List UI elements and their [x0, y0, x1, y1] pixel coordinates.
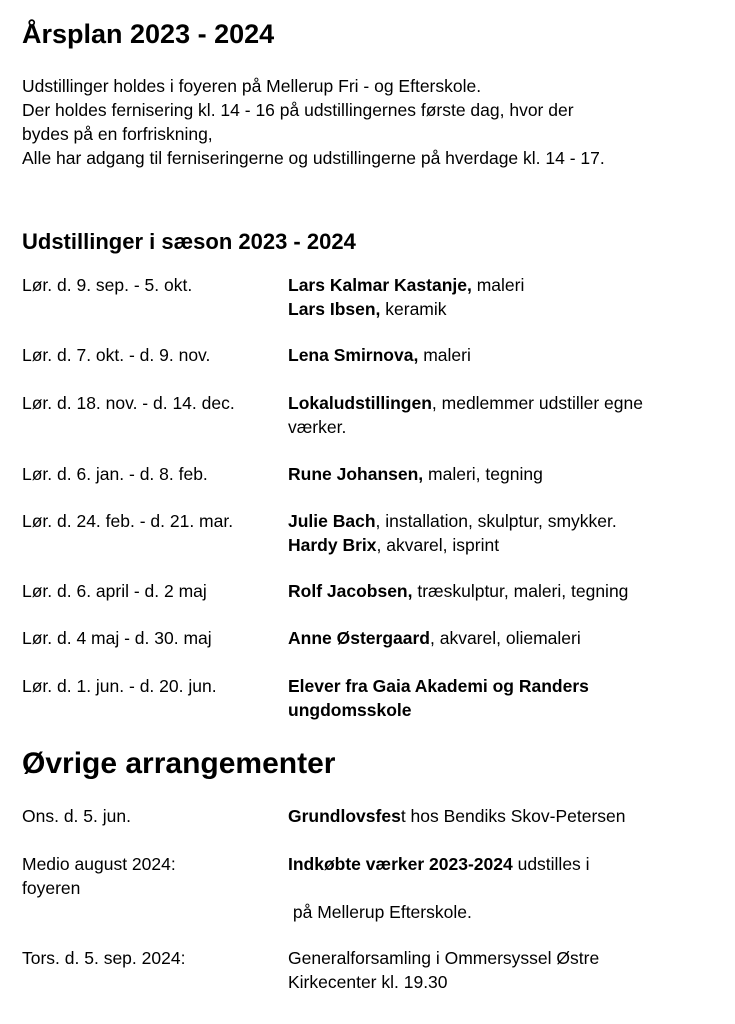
exhibition-date: Lør. d. 6. jan. - d. 8. feb.	[22, 464, 208, 484]
artist-name: ungdomsskole	[288, 700, 412, 720]
event-detail: t hos Bendiks Skov-Petersen	[400, 806, 626, 826]
artist-name: Lars Ibsen,	[288, 299, 381, 319]
event-detail: Generalforsamling i Ommersyssel Østre	[288, 948, 600, 968]
exhibition-description	[288, 273, 718, 321]
artist-name: Lars Kalmar Kastanje,	[288, 275, 472, 295]
page-title: Årsplan 2023 - 2024	[22, 19, 275, 49]
exhibition-description	[288, 674, 718, 722]
artist-name: Julie Bach	[288, 511, 376, 531]
intro-line: Alle har adgang til ferniseringerne og udstillingerne på hverdage kl. 14 - 17.	[22, 148, 605, 168]
event-date-line: Medio august 2024:	[22, 854, 176, 874]
exhibition-date: Lør. d. 24. feb. - d. 21. mar.	[22, 511, 234, 531]
exhibition-date: Lør. d. 18. nov. - d. 14. dec.	[22, 393, 235, 413]
exhibition-description	[288, 579, 718, 603]
artist-medium: , akvarel, isprint	[376, 535, 500, 555]
artist-name: Lokaludstillingen	[288, 393, 432, 413]
exhibitions-heading: Udstillinger i sæson 2023 - 2024	[22, 229, 356, 254]
artist-medium: maleri, tegning	[423, 464, 543, 484]
event-name: Grundlovsfes	[288, 806, 401, 826]
other-events-heading: Øvrige arrangementer	[22, 747, 336, 780]
event-description	[288, 946, 718, 994]
intro-line: Udstillinger holdes i foyeren på Mellerup Fri - og Efterskole.	[22, 76, 482, 96]
artist-name: Rune Johansen,	[288, 464, 424, 484]
event-description	[288, 852, 718, 876]
event-detail: Kirkecenter kl. 19.30	[288, 972, 448, 992]
exhibition-date: Lør. d. 9. sep. - 5. okt.	[22, 275, 193, 295]
artist-name: Elever fra Gaia Akademi og Randers	[288, 676, 589, 696]
artist-name: Anne Østergaard	[288, 628, 430, 648]
exhibition-description	[288, 509, 718, 557]
artist-name: Lena Smirnova,	[288, 345, 419, 365]
exhibition-description	[288, 343, 718, 367]
exhibition-description	[288, 391, 718, 439]
intro-line: Der holdes fernisering kl. 14 - 16 på udstillingernes første dag, hvor der	[22, 100, 574, 120]
exhibition-date: Lør. d. 4 maj - d. 30. maj	[22, 628, 212, 648]
event-date-line: foyeren	[22, 878, 81, 898]
event-date: Ons. d. 5. jun.	[22, 806, 131, 826]
artist-name: Rolf Jacobsen,	[288, 581, 413, 601]
event-description	[288, 804, 718, 828]
artist-medium: maleri	[418, 345, 471, 365]
artist-medium: maleri	[471, 275, 525, 295]
event-detail: på Mellerup Efterskole.	[288, 902, 472, 922]
event-detail: udstilles i	[512, 854, 590, 874]
artist-medium: træskulptur, maleri, tegning	[412, 581, 629, 601]
exhibition-date: Lør. d. 6. april - d. 2 maj	[22, 581, 207, 601]
artist-medium: , installation, skulptur, smykker.	[375, 511, 617, 531]
exhibition-description	[288, 626, 718, 650]
exhibition-date: Lør. d. 1. jun. - d. 20. jun.	[22, 676, 217, 696]
event-date: Tors. d. 5. sep. 2024:	[22, 948, 186, 968]
artist-name: Hardy Brix	[288, 535, 377, 555]
artist-medium: keramik	[380, 299, 447, 319]
exhibition-date: Lør. d. 7. okt. - d. 9. nov.	[22, 345, 211, 365]
exhibition-description	[288, 462, 718, 486]
event-name: Indkøbte værker 2023-2024	[288, 854, 513, 874]
artist-medium: værker.	[288, 417, 347, 437]
intro-line: bydes på en forfriskning,	[22, 124, 213, 144]
artist-medium: , medlemmer udstiller egne	[431, 393, 643, 413]
event-date	[22, 852, 176, 900]
intro-paragraph	[22, 74, 722, 170]
artist-medium: , akvarel, oliemaleri	[429, 628, 581, 648]
